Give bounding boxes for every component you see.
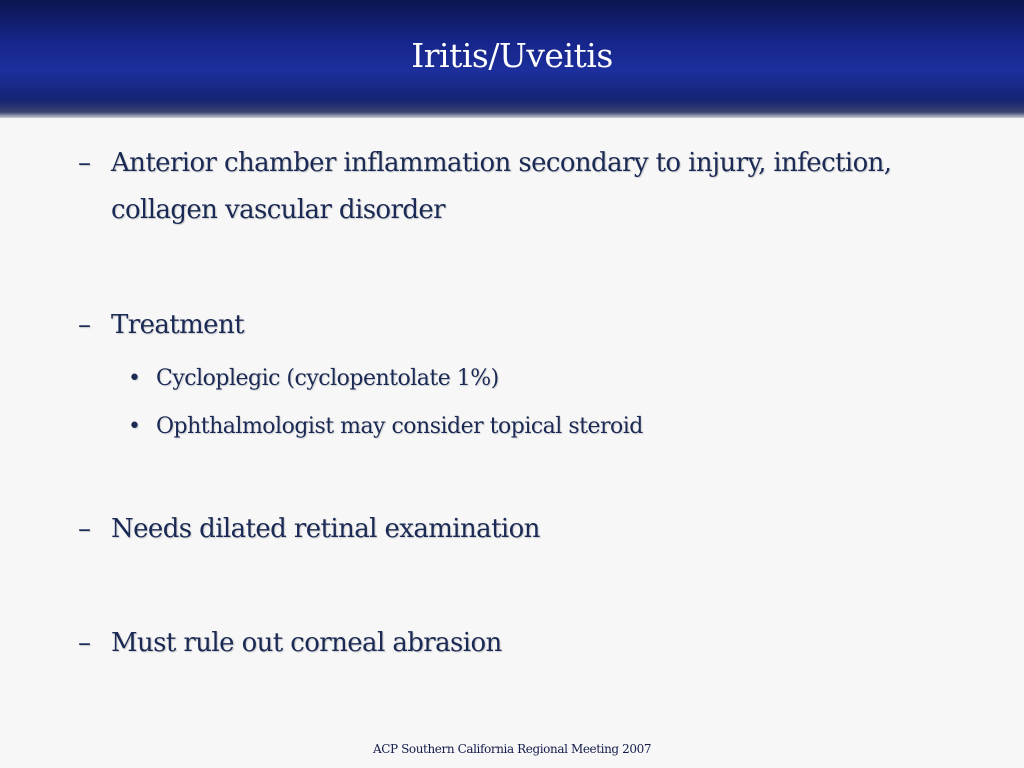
list-item: [78, 506, 988, 553]
list-item-text: Needs dilated retinal examination: [111, 514, 540, 544]
list-item: [78, 302, 988, 349]
list-item-text: Must rule out corneal abrasion: [111, 628, 502, 658]
sub-list-item: [128, 411, 988, 443]
dash-marker: –: [78, 310, 91, 340]
list-item: [78, 620, 988, 667]
sub-list-item-text: Cycloplegic (cyclopentolate 1%): [156, 366, 499, 391]
bullet-marker: •: [128, 414, 141, 439]
list-item: [78, 140, 988, 234]
list-item-text: Treatment: [111, 310, 244, 340]
dash-marker: –: [78, 148, 91, 178]
sub-list-item-text: Ophthalmologist may consider topical steroid: [156, 414, 643, 439]
bullet-marker: •: [128, 366, 141, 391]
dash-marker: –: [78, 628, 91, 658]
dash-marker: –: [78, 514, 91, 544]
slide-title: Iritis/Uveitis: [411, 36, 613, 75]
slide-footer: ACP Southern California Regional Meeting 2007: [372, 742, 652, 756]
sub-list-item: [128, 363, 988, 395]
list-item-text: Anterior chamber inflammation secondary to injury, infection, collagen vascular disorder: [111, 148, 892, 225]
